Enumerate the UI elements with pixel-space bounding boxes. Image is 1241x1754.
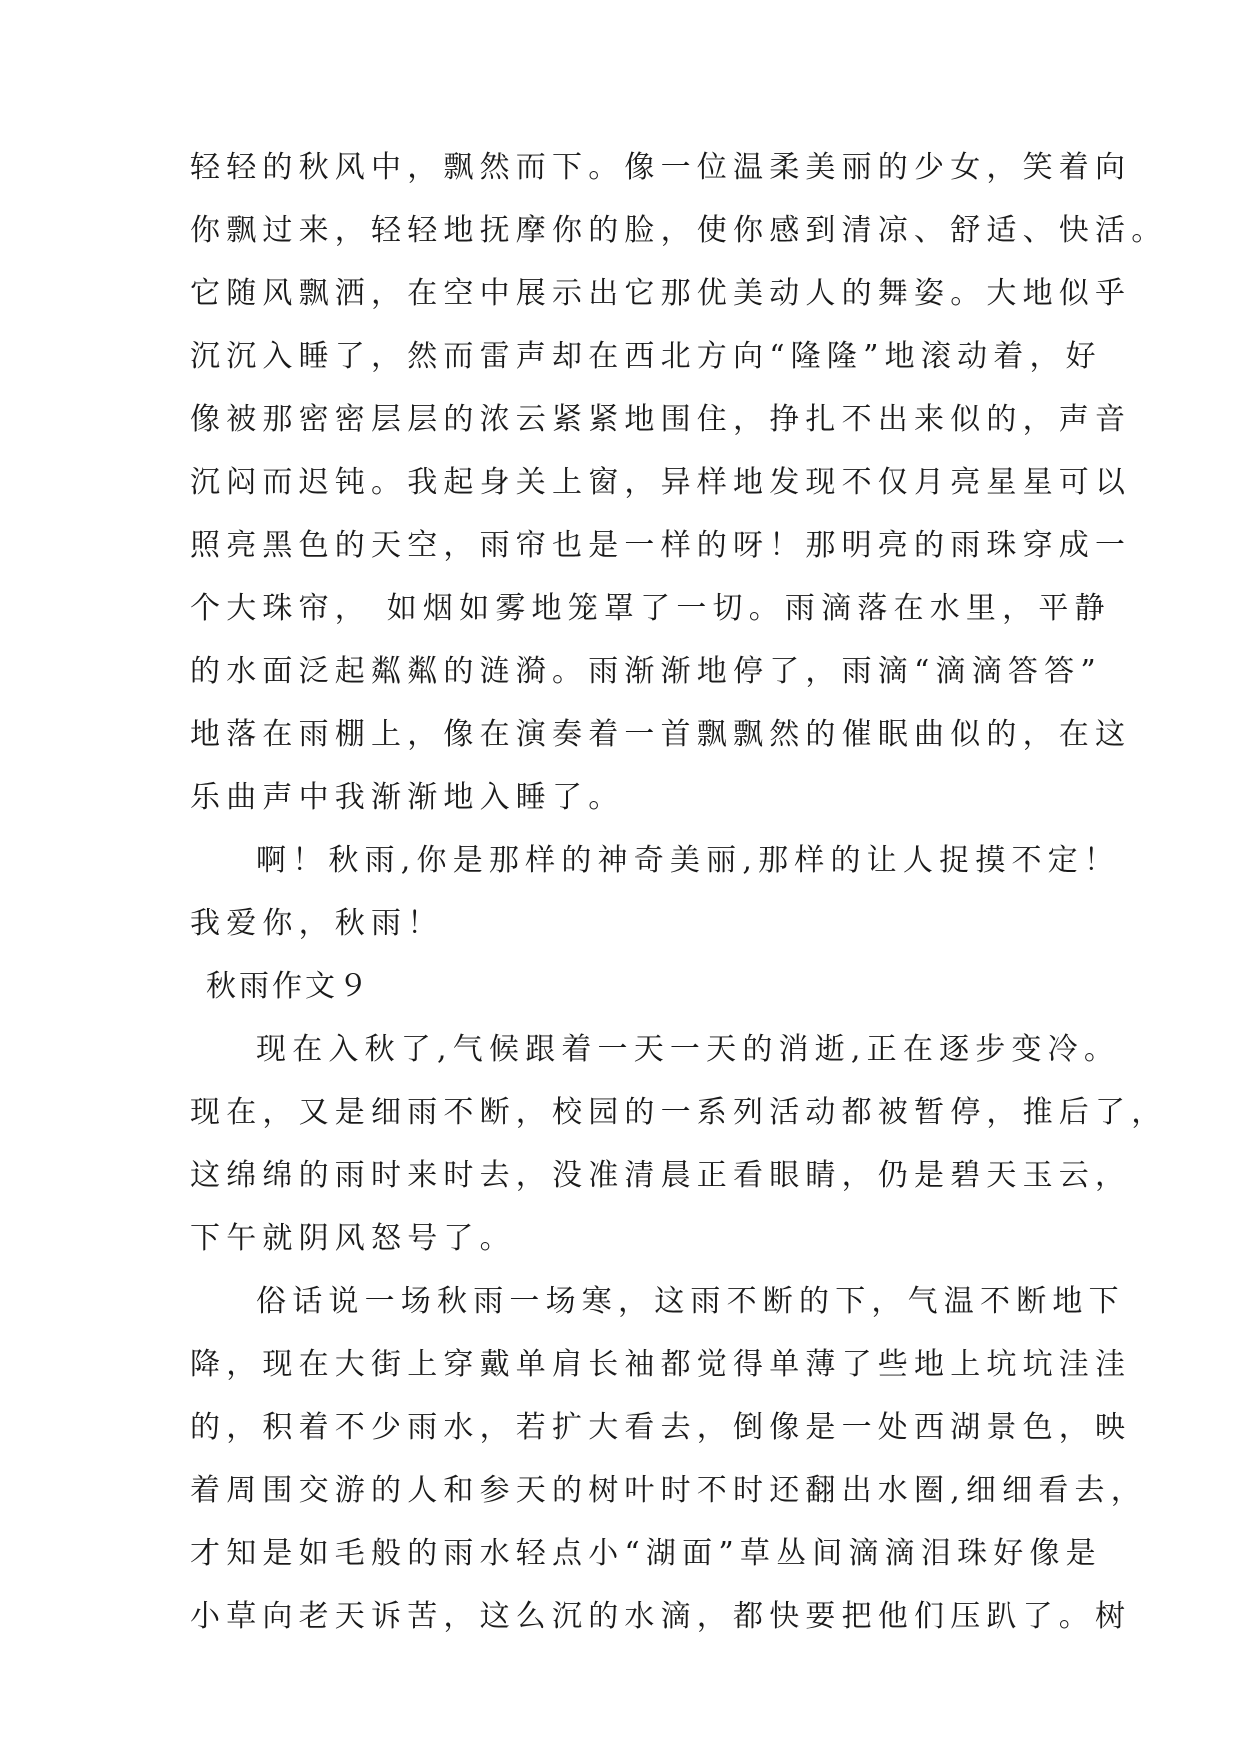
text-line: 着周围交游的人和参天的树叶时不时还翻出水圈,细细看去， [190, 1473, 1147, 1508]
section-heading: 秋雨作文９ [206, 969, 371, 1004]
text-line: 沉沉入睡了，然而雷声却在西北方向“隆隆”地滚动着，好 [190, 339, 1102, 374]
text-line: 降，现在大街上穿戴单肩长袖都觉得单薄了些地上坑坑洼洼 [190, 1347, 1132, 1382]
text-line: 的，积着不少雨水，若扩大看去，倒像是一处西湖景色，映 [190, 1410, 1132, 1445]
text-line: 它随风飘洒，在空中展示出它那优美动人的舞姿。大地似乎 [190, 276, 1132, 311]
text-line: 小草向老天诉苦，这么沉的水滴，都快要把他们压趴了。树 [190, 1599, 1132, 1634]
text-line: 我爱你，秋雨！ [190, 906, 444, 941]
text-line: 像被那密密层层的浓云紧紧地围住，挣扎不出来似的，声音 [190, 402, 1132, 437]
paragraph-first-line: 啊！秋雨,你是那样的神奇美丽,那样的让人捉摸不定！ [256, 843, 1121, 878]
text-line: 轻轻的秋风中，飘然而下。像一位温柔美丽的少女，笑着向 [190, 150, 1132, 185]
text-line: 地落在雨棚上，像在演奏着一首飘飘然的催眠曲似的，在这 [190, 717, 1132, 752]
text-line: 乐曲声中我渐渐地入睡了。 [190, 780, 625, 815]
text-line: 个大珠帘， 如烟如雾地笼罩了一切。雨滴落在水里，平静 [190, 591, 1111, 626]
text-line: 下午就阴风怒号了。 [190, 1221, 516, 1256]
text-line: 现在，又是细雨不断，校园的一系列活动都被暂停，推后了， [190, 1095, 1168, 1130]
text-line: 沉闷而迟钝。我起身关上窗，异样地发现不仅月亮星星可以 [190, 465, 1132, 500]
paragraph-first-line: 俗话说一场秋雨一场寒，这雨不断的下，气温不断地下 [256, 1284, 1125, 1319]
text-line: 的水面泛起粼粼的涟漪。雨渐渐地停了，雨滴“滴滴答答” [190, 654, 1102, 689]
text-line: 这绵绵的雨时来时去，没准清晨正看眼睛，仍是碧天玉云， [190, 1158, 1132, 1193]
text-line: 你飘过来，轻轻地抚摩你的脸，使你感到清凉、舒适、快活。 [190, 213, 1168, 248]
text-line: 照亮黑色的天空，雨帘也是一样的呀！那明亮的雨珠穿成一 [190, 528, 1132, 563]
text-line: 才知是如毛般的雨水轻点小“湖面”草丛间滴滴泪珠好像是 [190, 1536, 1102, 1571]
paragraph-first-line: 现在入秋了,气候跟着一天一天的消逝,正在逐步变冷。 [256, 1032, 1121, 1067]
